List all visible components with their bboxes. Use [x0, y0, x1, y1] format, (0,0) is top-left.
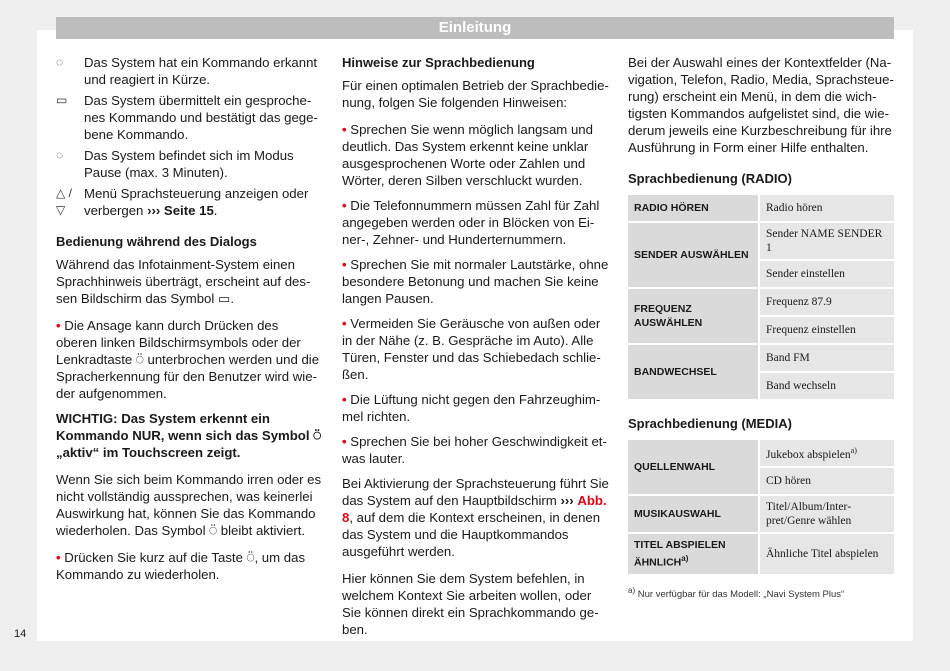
- command-cell: FREQUENZ AUSWÄHLEN: [628, 289, 758, 343]
- media-commands-table: [626, 438, 896, 576]
- table-row: [628, 496, 894, 532]
- triangle-up-down-icon: △ / ▽: [56, 186, 72, 217]
- table-row: [628, 223, 894, 259]
- footnote: $^{a)}$ Nur verfügbar für das Modell: „Navi System Plus“: [628, 585, 845, 600]
- command-cell: BANDWECHSEL: [628, 345, 758, 399]
- context-paragraph: Hier können Sie dem System befehlen, in welchem Kontext Sie arbeiten wollen, oder Sie können direkt ein Sprachkommando geben.: [342, 571, 599, 637]
- result-cell: CD hören: [760, 468, 894, 494]
- voice-command-confirm-icon: ▭: [56, 93, 68, 107]
- hints-intro: Für einen optimalen Betrieb der Sprachbedienung, folgen Sie folgenden Hinweisen:: [342, 78, 609, 110]
- hint-bullet: • Die Telefonnummern müssen Zahl für Zahl angegeben werden oder in Blöcken von Einer-, Zehner- und Hunderternummern.: [342, 198, 600, 247]
- result-cell: Sender einstellen: [760, 261, 894, 287]
- menu-toggle-item: △ / ▽ Menü Sprachsteuerung anzeigen oder verbergen ››› Seite 15.: [56, 186, 309, 218]
- column-2: [342, 54, 610, 648]
- table-row: [628, 289, 894, 315]
- result-cell: Jukebox abspielen$^{a)}$: [760, 440, 894, 466]
- hints-heading: Hinweise zur Sprachbedienung: [342, 55, 535, 70]
- table-row: [628, 440, 894, 466]
- hint-bullet: • Sprechen Sie mit normaler Lautstärke, ohne besondere Betonung und machen Sie keine langen Pausen.: [342, 257, 609, 306]
- important-note: WICHTIG: Das System erkennt ein Kommando NUR, wenn sich das Symbol ⍥ „aktiv“ im Touchscreen zeigt.: [56, 411, 322, 460]
- media-table-title: Sprachbedienung (MEDIA): [628, 416, 792, 431]
- error-paragraph: Wenn Sie sich beim Kommando irren oder es nicht vollständig aussprechen, was keinerlei Auswirkung hat, können Sie das Kommando wiederholen. Das Symbol ⍥ bleibt aktiviert.: [56, 472, 322, 538]
- result-cell: Sender NAME SENDER 1: [760, 223, 894, 259]
- command-cell: RADIO HÖREN: [628, 195, 758, 221]
- activation-paragraph: Bei Aktivierung der Sprachsteuerung führt Sie das System auf den Hauptbildschirm ››› Abb. 8, auf dem die Kontext erscheinen, in denen das System und die Hauptkommandos ausgeführt werden.: [342, 476, 609, 559]
- hint-bullets: [342, 121, 610, 467]
- icon-list: [56, 54, 322, 181]
- column-3: [628, 54, 894, 603]
- result-cell: Band wechseln: [760, 373, 894, 399]
- section-header: Einleitung: [56, 17, 894, 39]
- table-row: [628, 345, 894, 371]
- command-cell: TITEL ABSPIELEN ÄHNLICH$^{a)}$: [628, 534, 758, 574]
- icon-item: ▭ Das System übermittelt ein gesprochenes Kommando und bestätigt das gegebene Kommando.: [56, 93, 318, 142]
- figure-link[interactable]: Abb. 8: [342, 493, 607, 525]
- result-cell: Ähnliche Titel abspielen: [760, 534, 894, 574]
- hint-bullet: • Die Lüftung nicht gegen den Fahrzeughimmel richten.: [342, 392, 601, 424]
- page-number: 14: [14, 628, 27, 640]
- result-cell: Radio hören: [760, 195, 894, 221]
- hint-bullet: • Vermeiden Sie Geräusche von außen oder in der Nähe (z. B. Gespräche im Auto). Alle Türen, Fenster und das Schiebedach schließen.: [342, 316, 601, 382]
- dialog-heading: Bedienung während des Dialogs: [56, 234, 257, 249]
- table-row: [628, 195, 894, 221]
- result-cell: Band FM: [760, 345, 894, 371]
- command-cell: SENDER AUSWÄHLEN: [628, 223, 758, 287]
- table-row: [628, 534, 894, 574]
- result-cell: Titel/Album/Interpret/Genre wählen: [760, 496, 894, 532]
- page-link[interactable]: Seite 15: [163, 203, 214, 218]
- command-cell: QUELLENWAHL: [628, 440, 758, 494]
- hint-bullet: • Sprechen Sie wenn möglich langsam und deutlich. Das System erkennt keine unklar ausgesprochenen Worte oder Zahlen und Wörter, deren Silben verschluckt wurden.: [342, 122, 593, 188]
- hint-bullet: • Sprechen Sie bei hoher Geschwindigkeit etwas lauter.: [342, 434, 607, 466]
- result-cell: Frequenz einstellen: [760, 317, 894, 343]
- column-1: [56, 54, 322, 591]
- command-cell: MUSIKAUSWAHL: [628, 496, 758, 532]
- reference-arrows: ›››: [560, 493, 574, 508]
- repeat-bullet: • Drücken Sie kurz auf die Taste ⍥, um das Kommando zu wiederholen.: [56, 550, 306, 582]
- context-intro: Bei der Auswahl eines der Kontextfelder (Navigation, Telefon, Radio, Media, Sprachsteuerung) erscheint ein Menü, in dem die wichtigsten Kommandos aufgelistet sind, die wiederum jeweils eine Kurzbeschreibung für ihre Ausführung in Form einer Hilfe enthalten.: [628, 55, 894, 155]
- radio-commands-table: [626, 193, 896, 401]
- icon-item: ◌ Das System hat ein Kommando erkannt und reagiert in Kürze.: [56, 55, 318, 87]
- result-cell: Frequenz 87.9: [760, 289, 894, 315]
- voice-command-recognized-icon: ◌: [56, 55, 64, 69]
- icon-item: ◌ Das System befindet sich im Modus Pause (max. 3 Minuten).: [56, 148, 294, 180]
- dialog-paragraph: Während das Infotainment-System einen Sprachhinweis überträgt, erscheint auf dessen Bildschirm das Symbol ▭.: [56, 257, 311, 306]
- dialog-bullet: • Die Ansage kann durch Drücken des oberen linken Bildschirmsymbols oder der Lenkradtaste ⍥ unterbrochen werden und die Spracherkennung für den Benutzer wird wieder aufgenommen.: [56, 318, 320, 401]
- radio-table-title: Sprachbedienung (RADIO): [628, 171, 792, 186]
- voice-pause-icon: ◌: [56, 148, 64, 162]
